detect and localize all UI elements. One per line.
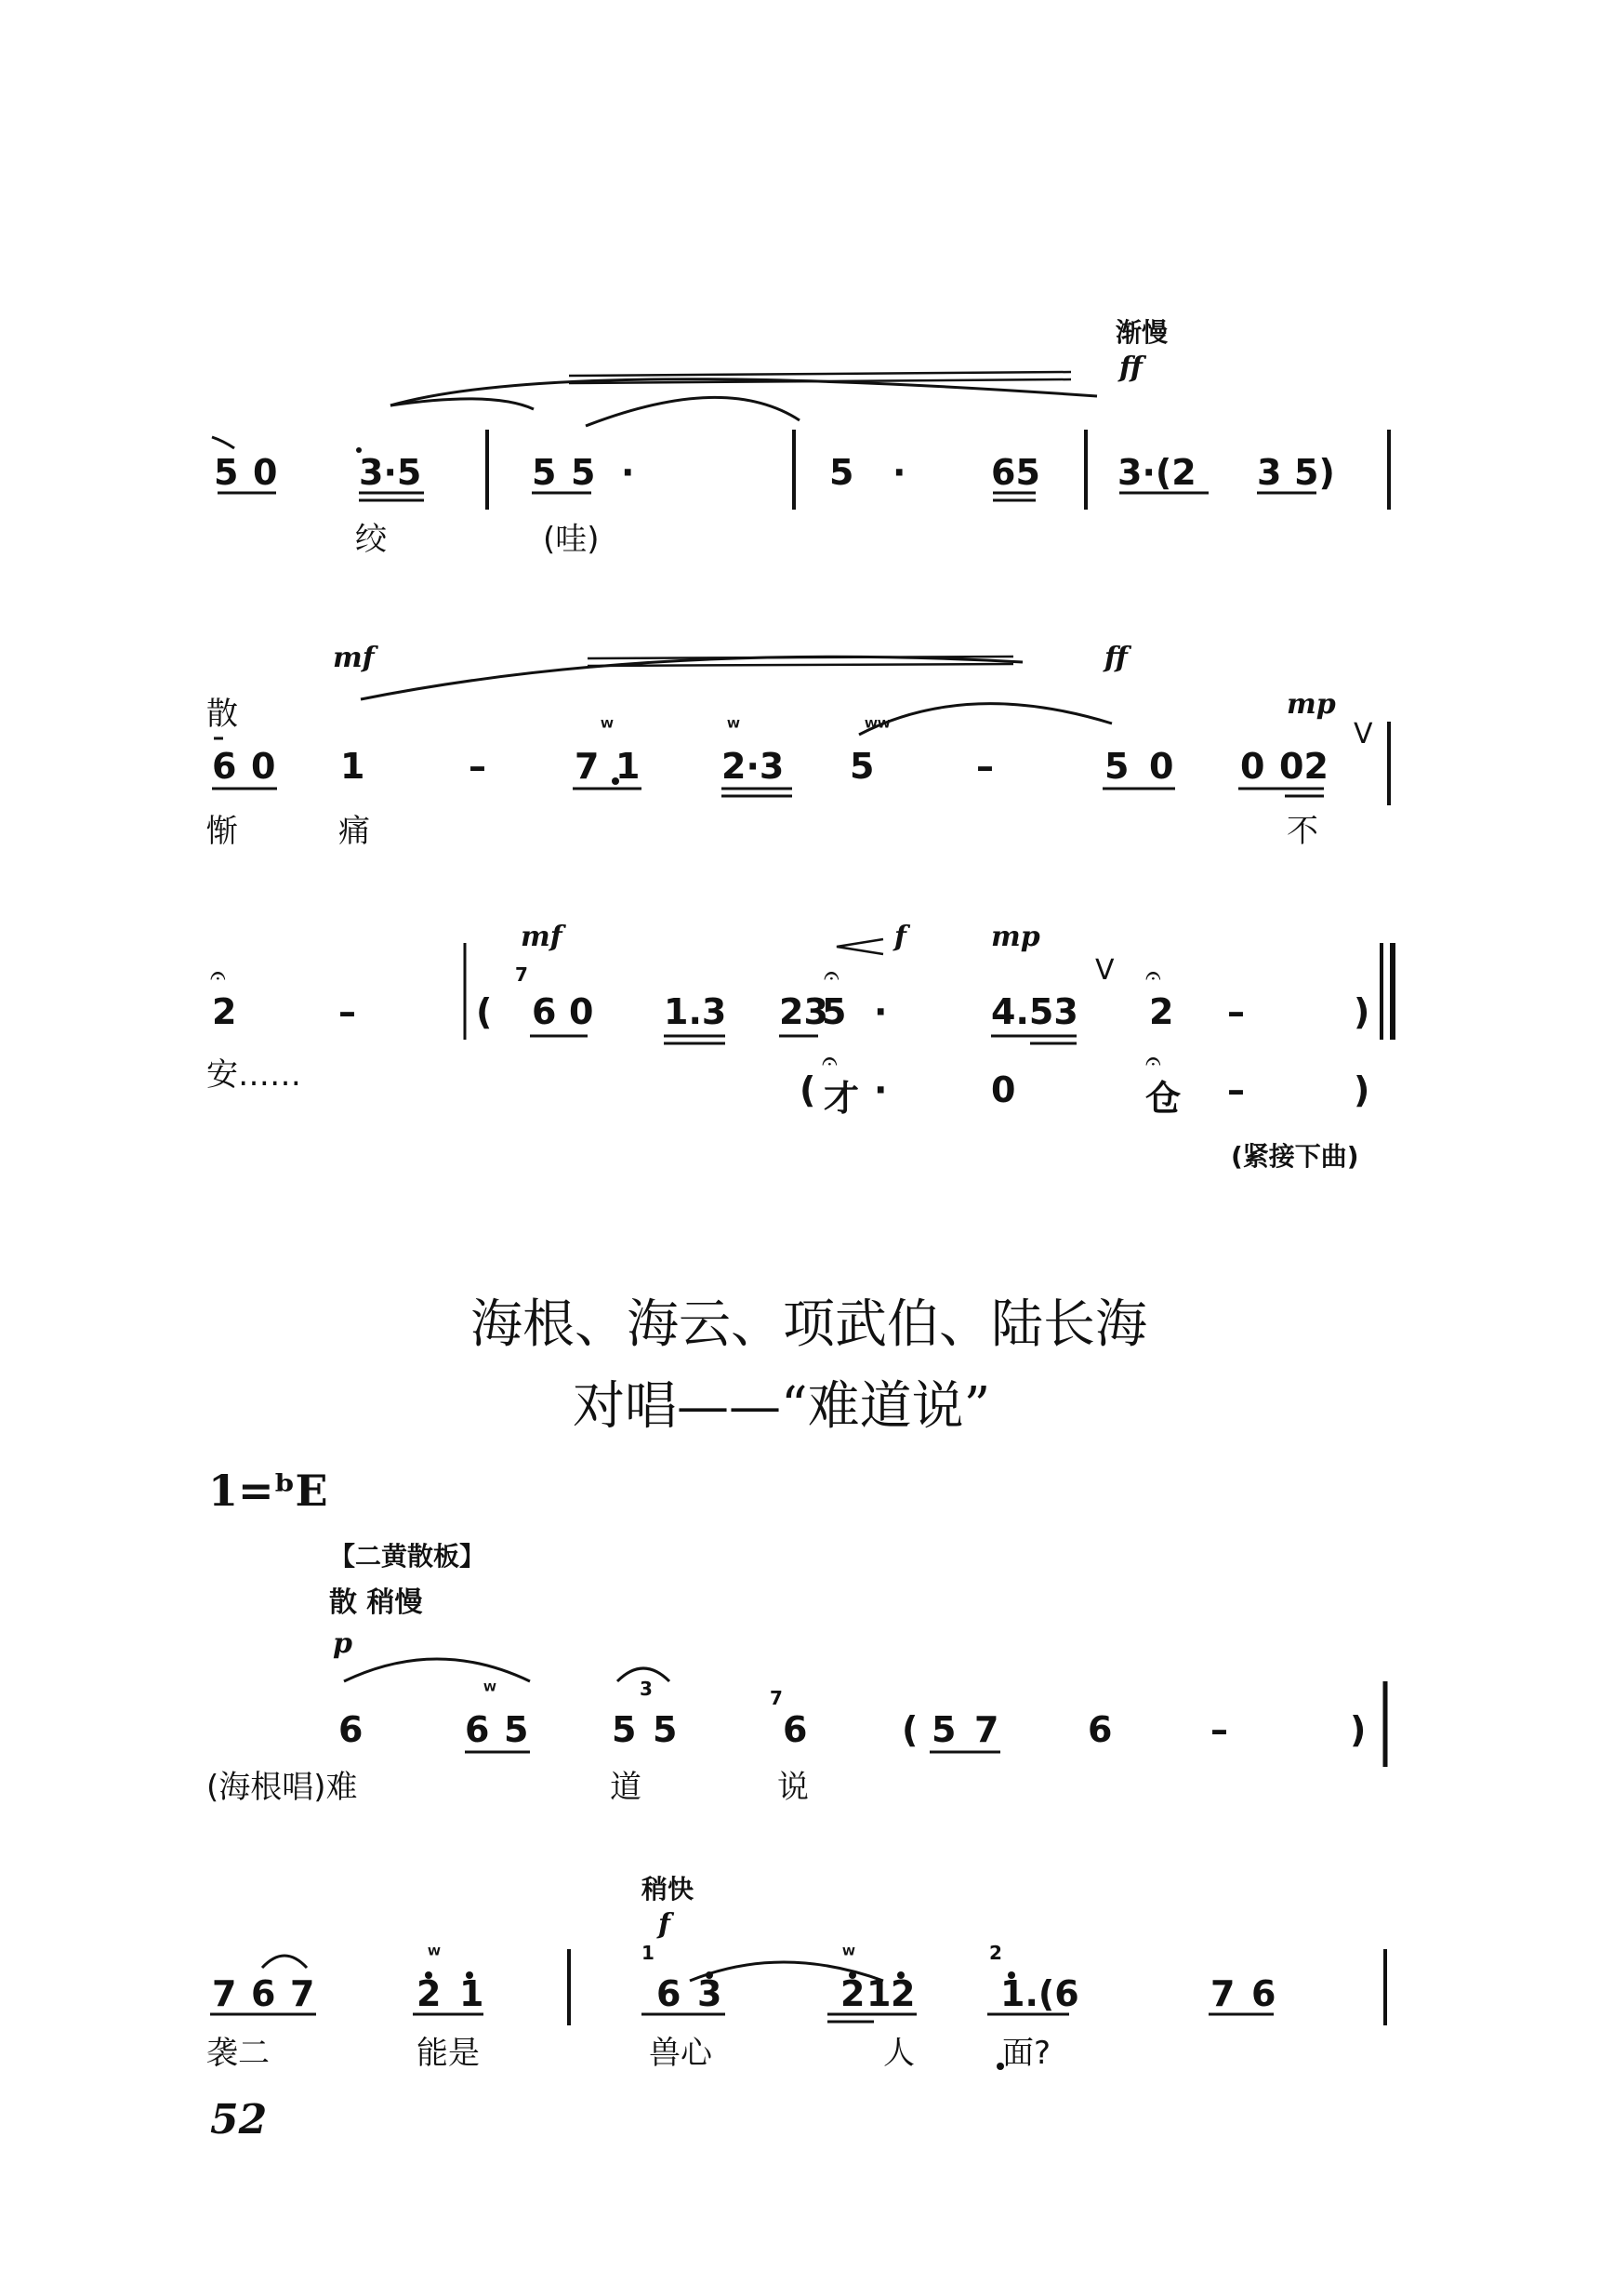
fermata: 𝄐 — [1145, 1045, 1161, 1078]
breath-mark: V — [1095, 954, 1115, 987]
rest-dash: – — [976, 746, 994, 787]
note: 7 — [974, 1709, 999, 1750]
slur-1c — [586, 397, 800, 426]
note: 1 — [340, 746, 365, 787]
note: 1 — [615, 746, 641, 787]
note: 5 — [214, 452, 239, 493]
ornament-mark: ᵂ — [483, 1679, 496, 1702]
note: 6 — [251, 1973, 276, 2014]
rest-dash: – — [469, 746, 486, 787]
note: 0 — [569, 991, 594, 1032]
ornament-mark: ᵂᵂ — [865, 716, 891, 738]
perc-syllable: 仓 — [1145, 1078, 1182, 1119]
note: 4.53 — [991, 991, 1078, 1032]
note: 5 — [504, 1709, 529, 1750]
note: 3 — [697, 1973, 722, 2014]
dynamic-marking: mf — [521, 921, 562, 953]
note: 0 — [1149, 746, 1174, 787]
note: 5 — [653, 1709, 678, 1750]
perc-dash: – — [1227, 1069, 1245, 1110]
lyric: 惭 — [206, 813, 238, 850]
note: 6 — [532, 991, 557, 1032]
ornament-mark: ᵂ — [601, 716, 614, 738]
tempo-marking: 稍快 — [641, 1874, 694, 1904]
note: 0 — [251, 746, 276, 787]
note: 7 — [575, 746, 600, 787]
note: 5) — [1294, 452, 1335, 493]
note: 6 — [1088, 1709, 1113, 1750]
note: 7 — [290, 1973, 315, 2014]
cresc-line-1a — [569, 372, 1071, 376]
grace-note: 3 — [640, 1678, 653, 1700]
sanban-marking: 散 — [206, 696, 238, 733]
page-number: 52 — [210, 2096, 268, 2143]
paren-close: ) — [1354, 991, 1370, 1032]
note: 5 — [1104, 746, 1130, 787]
lyric: 人 — [883, 2035, 915, 2072]
note: 5 — [932, 1709, 957, 1750]
note: 7 — [1210, 1973, 1236, 2014]
note: 2·3 — [721, 746, 785, 787]
page-title: 海根、海云、项武伯、陆长海 — [470, 1294, 1147, 1355]
note-dot-rest: · — [621, 452, 635, 493]
fermata: 𝄐 — [822, 1045, 838, 1078]
tie-start-1 — [212, 437, 234, 448]
note-dot-rest: · — [892, 452, 906, 493]
slur-4a — [344, 1659, 530, 1681]
note: 23 — [779, 991, 828, 1032]
note: 3·5 — [359, 452, 422, 493]
note: 5 — [532, 452, 557, 493]
perc-syllable: 才 — [824, 1078, 860, 1119]
perc-paren-open: ( — [800, 1069, 816, 1110]
tempo-marking: 渐慢 — [1116, 317, 1169, 348]
note: 5 — [829, 452, 854, 493]
note: 0 — [1240, 746, 1265, 787]
fermata: 𝄐 — [1145, 960, 1161, 992]
note: 3 — [1257, 452, 1282, 493]
ornament-mark: ᵂ — [842, 1944, 855, 1966]
dynamic-marking: p — [333, 1627, 352, 1660]
note: 6 — [212, 746, 237, 787]
note: 02 — [1279, 746, 1329, 787]
note-dot-rest: · — [874, 991, 888, 1032]
note: 7 — [212, 1973, 237, 2014]
note: 1 — [459, 1973, 484, 2014]
slur-2a — [361, 657, 1023, 699]
note: 0 — [253, 452, 278, 493]
lyric: 不 — [1287, 813, 1318, 850]
note: 3·(2 — [1117, 452, 1197, 493]
note: 2 — [212, 991, 237, 1032]
note: 2 — [891, 1973, 916, 2014]
perc-rest: 0 — [991, 1069, 1016, 1110]
note: 5 — [571, 452, 596, 493]
dynamic-marking: f — [658, 1908, 670, 1941]
lyric: 兽心 — [649, 2035, 712, 2072]
page-subtitle: 对唱——“难道说” — [573, 1376, 991, 1437]
note: 1.(6 — [1000, 1973, 1079, 2014]
breath-mark: V — [1354, 718, 1373, 750]
rest-dash: – — [1210, 1709, 1228, 1750]
continuation-note: (紧接下曲) — [1231, 1141, 1359, 1172]
lyric: 安…… — [206, 1056, 301, 1094]
lyric: 袭二 — [206, 2035, 270, 2072]
cresc-hairpin — [837, 939, 883, 954]
lyric: 说 — [777, 1769, 809, 1806]
fermata: 𝄐 — [210, 960, 226, 992]
note: 6 — [465, 1709, 490, 1750]
note: 6 — [656, 1973, 681, 2014]
lyric: 痛 — [338, 813, 370, 850]
note: 2 — [1149, 991, 1174, 1032]
note: 5 — [850, 746, 875, 787]
section-label: 【二黄散板】 — [329, 1541, 486, 1572]
ornament-mark: ᵂ — [428, 1944, 441, 1966]
slur-2b — [859, 704, 1112, 735]
lyric: (海根唱)难 — [206, 1769, 358, 1806]
note: 6 — [338, 1709, 364, 1750]
rest-dash: – — [338, 991, 356, 1032]
note: 2 — [840, 1973, 866, 2014]
lyric: 能是 — [416, 2035, 480, 2072]
paren-open: ( — [902, 1709, 919, 1750]
rest-dash: – — [1227, 991, 1245, 1032]
dynamic-marking: mp — [991, 921, 1040, 953]
grace-note: 7 — [515, 963, 528, 986]
grace-note: 7 — [770, 1687, 783, 1709]
dynamic-marking: mp — [1287, 688, 1336, 721]
dynamic-marking: f — [894, 921, 906, 953]
paren-close: ) — [1350, 1709, 1367, 1750]
key-signature: 1=ᵇE — [208, 1466, 328, 1516]
lyric: (哇) — [543, 521, 600, 558]
grace-note: 2 — [989, 1942, 1002, 1964]
lyric: 绞 — [355, 521, 387, 558]
note: 1 — [866, 1973, 892, 2014]
note: 5 — [612, 1709, 637, 1750]
lyric: 面? — [1002, 2035, 1051, 2072]
lyric: 道 — [610, 1769, 641, 1806]
note: 5 — [822, 991, 847, 1032]
paren-open: ( — [476, 991, 493, 1032]
dynamic-marking: mf — [333, 642, 375, 674]
cresc-line-2b — [588, 664, 1013, 666]
note: 2 — [416, 1973, 442, 2014]
note: 6 — [783, 1709, 808, 1750]
tempo-marking: 散 稍慢 — [329, 1586, 423, 1619]
note: 6 — [1251, 1973, 1276, 2014]
note: 1.3 — [664, 991, 727, 1032]
dynamic-marking: ff — [1104, 642, 1128, 674]
note: 65 — [991, 452, 1040, 493]
perc-dot: · — [874, 1069, 888, 1110]
ornament-mark: ᵂ — [727, 716, 740, 738]
fermata: 𝄐 — [824, 960, 840, 992]
dynamic-marking: ff — [1119, 352, 1143, 384]
grace-note: 1 — [641, 1942, 654, 1964]
slur-5a — [262, 1956, 307, 1968]
perc-paren-close: ) — [1354, 1069, 1370, 1110]
